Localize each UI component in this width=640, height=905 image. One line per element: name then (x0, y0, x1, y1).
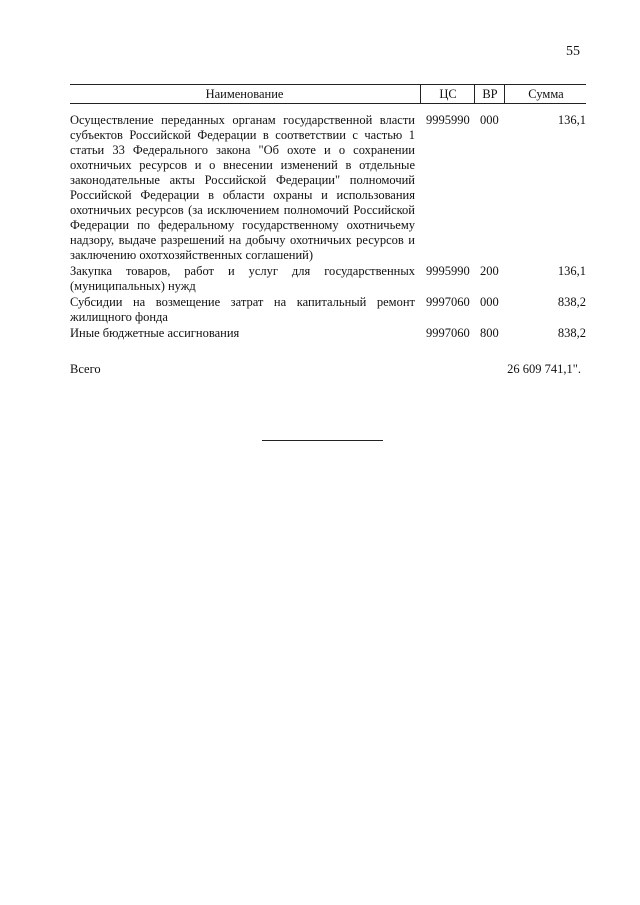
page-number: 55 (566, 44, 580, 59)
budget-table (70, 84, 586, 341)
row-sum: 136,1 (557, 113, 586, 127)
table-row (70, 326, 586, 341)
column-header-cs: ЦС (420, 85, 475, 103)
row-sum: 136,1 (557, 264, 586, 278)
row-name: Субсидии на возмещение затрат на капитальный ремонт жилищного фонда (70, 295, 415, 324)
table-header (70, 84, 586, 104)
row-name: Осуществление переданных органам государственной власти субъектов Российской Федерации в соответствии с частью 1 статьи 33 Федерального закона "Об охоте и о сохранении охотничьих ресурсов и о внесении изменений в отдельные законодательные акты Российской Федерации" полномочий Российской Федерации в области охраны и использования охотничьих ресурсов (за исключением полномочий Российской Федерации по федеральному государственному охотничьему надзору, выдаче разрешений на добычу охотничьих ресурсов и заключению охотхозяйственных соглашений) (70, 113, 415, 262)
row-cs: 9997060 (426, 326, 470, 340)
row-vr: 000 (480, 295, 499, 309)
table-row (70, 264, 586, 294)
table-row (70, 113, 586, 263)
total-label: Всего (70, 362, 101, 376)
table-row (70, 295, 586, 325)
row-sum: 838,2 (557, 326, 586, 340)
table-body (70, 113, 586, 341)
row-vr: 800 (480, 326, 499, 340)
row-vr: 000 (480, 113, 499, 127)
row-cs: 9995990 (426, 264, 470, 278)
row-name: Закупка товаров, работ и услуг для государственных (муниципальных) нужд (70, 264, 415, 293)
row-cs: 9995990 (426, 113, 470, 127)
row-vr: 200 (480, 264, 499, 278)
row-name: Иные бюджетные ассигнования (70, 326, 240, 340)
end-of-table-rule (262, 440, 383, 441)
column-header-name: Наименование (205, 87, 284, 101)
column-header-sum: Сумма (504, 85, 587, 103)
row-cs: 9997060 (426, 295, 470, 309)
total-value: 26 609 741,1". (507, 362, 581, 376)
row-sum: 838,2 (557, 295, 586, 309)
column-header-vr: ВР (474, 85, 505, 103)
